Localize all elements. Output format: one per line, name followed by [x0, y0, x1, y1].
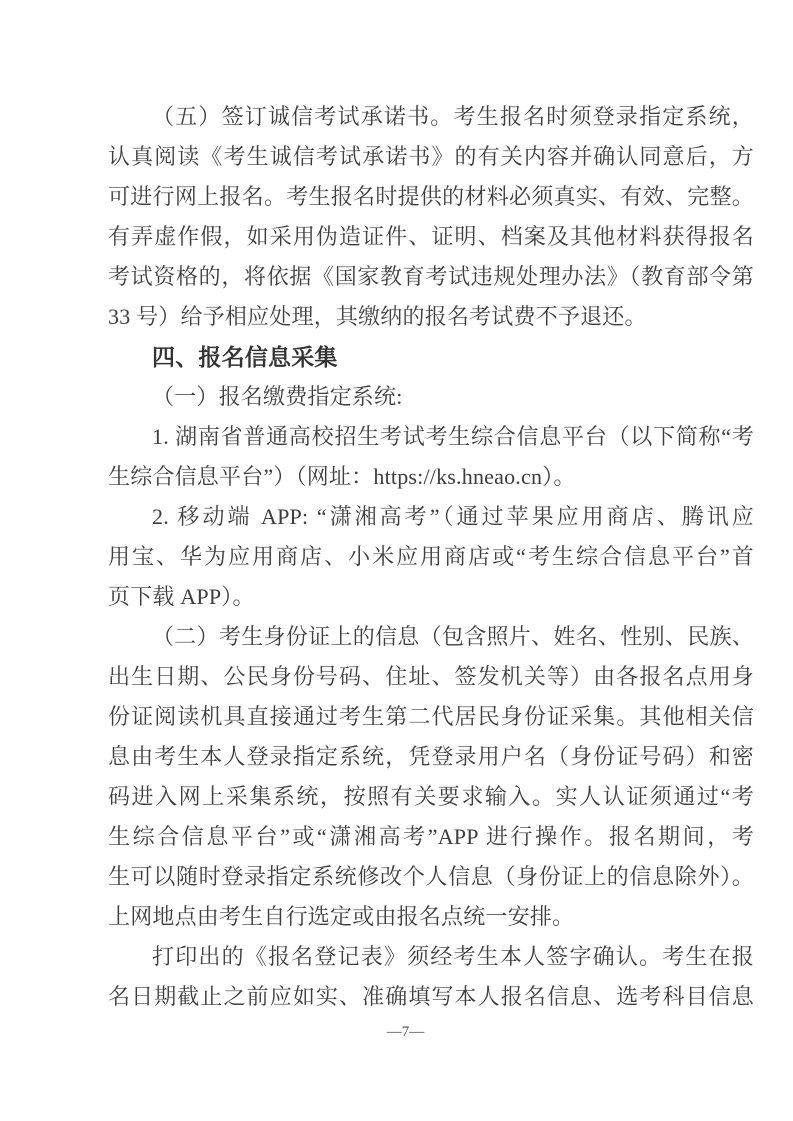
- text-line: 33 号）给予相应处理，其缴纳的报名考试费不予退还。: [108, 304, 647, 329]
- text-line: 息由考生本人登录指定系统，凭登录用户名（身份证号码）和密: [108, 744, 754, 769]
- text-line: 打印出的《报名登记表》须经考生本人签字确认。考生在报: [152, 944, 754, 969]
- text-line: 用宝、华为应用商店、小米应用商店或“考生综合信息平台”首: [108, 544, 754, 569]
- text-line: 页下载 APP）。: [108, 584, 255, 609]
- text-line: 生可以随时登录指定系统修改个人信息（身份证上的信息除外）。: [108, 864, 754, 889]
- document-body: [108, 97, 754, 1017]
- text-line: 名日期截止之前应如实、准确填写本人报名信息、选考科目信息: [108, 984, 754, 1009]
- text-line: 可进行网上报名。考生报名时提供的材料必须真实、有效、完整。: [108, 184, 754, 209]
- text-line: 出生日期、公民身份号码、住址、签发机关等）由各报名点用身: [108, 664, 754, 689]
- text-line: （五）签订诚信考试承诺书。考生报名时须登录指定系统，: [152, 104, 754, 129]
- text-line: 有弄虚作假，如采用伪造证件、证明、档案及其他材料获得报名: [108, 224, 754, 249]
- text-line: 2. 移动端 APP: “潇湘高考”（通过苹果应用商店、腾讯应: [152, 504, 754, 529]
- page-number: —7—: [386, 1024, 425, 1040]
- section-heading: 四、报名信息采集: [152, 344, 338, 370]
- text-line: 码进入网上采集系统，按照有关要求输入。实人认证须通过“考: [108, 784, 754, 809]
- text-line: 考试资格的，将依据《国家教育考试违规处理办法》（教育部令第: [108, 264, 754, 289]
- text-line: 份证阅读机具直接通过考生第二代居民身份证采集。其他相关信: [108, 704, 754, 729]
- text-line: 上网地点由考生自行选定或由报名点统一安排。: [108, 904, 575, 929]
- text-line: 生综合信息平台”或“潇湘高考”APP 进行操作。报名期间，考: [108, 824, 754, 849]
- text-line: 1. 湖南省普通高校招生考试考生综合信息平台（以下简称“考: [152, 424, 754, 449]
- text-line: 认真阅读《考生诚信考试承诺书》的有关内容并确认同意后，方: [108, 144, 754, 169]
- text-line: 生综合信息平台”）（网址：https://ks.hneao.cn）。: [108, 464, 576, 489]
- text-line: （二）考生身份证上的信息（包含照片、姓名、性别、民族、: [152, 624, 754, 649]
- text-line: （一）报名缴费指定系统:: [152, 384, 403, 409]
